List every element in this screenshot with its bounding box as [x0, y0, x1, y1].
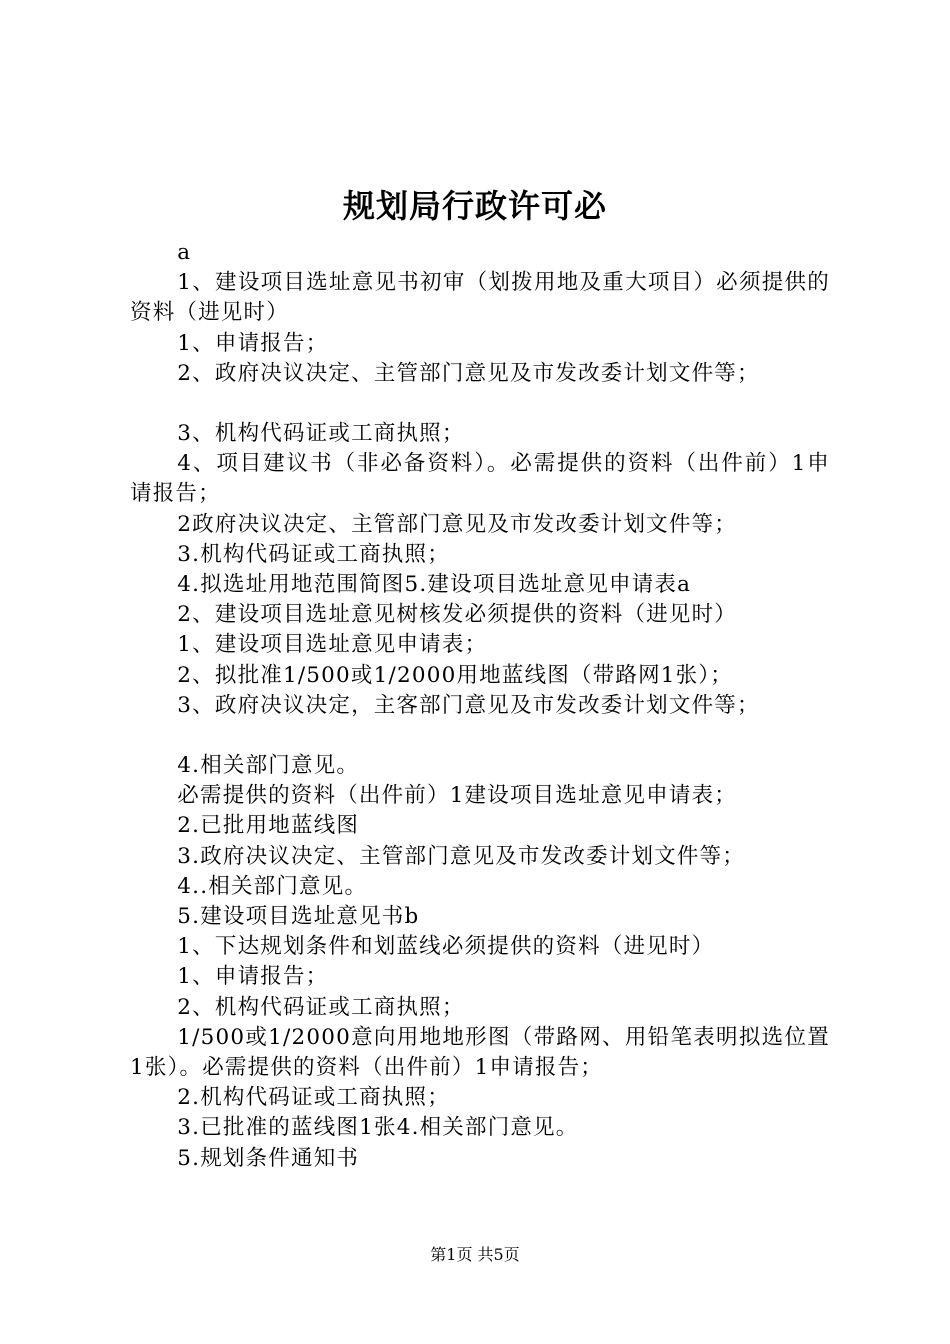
paragraph: 1/500或1/2000意向用地地形图（带路网、用铅笔表明拟选位置1张）。必需提供的资料（出件前）1申请报告； [130, 1024, 830, 1081]
paragraph: 4、项目建议书（非必备资料）。必需提供的资料（出件前）1申请报告； [130, 451, 830, 507]
paragraph: 2、拟批准1/500或1/2000用地蓝线图（带路网1张）； [177, 662, 734, 688]
document-body [130, 238, 830, 1174]
paragraph: 1、下达规划条件和划蓝线必须提供的资料（进见时） [177, 934, 715, 960]
paragraph: 3.机构代码证或工商执照； [177, 541, 450, 567]
paragraph: 4.拟选址用地范围简图5.建设项目选址意见申请表a [177, 572, 692, 598]
paragraph: 2、政府决议决定、主管部门意见及市发改委计划文件等； [177, 360, 760, 386]
document-title: 规划局行政许可必 [342, 187, 607, 225]
paragraph: 2、建设项目选址意见树核发必须提供的资料（进见时） [177, 602, 737, 628]
paragraph: 1、建设项目选址意见书初审（划拨用地及重大项目）必须提供的资料（进见时） [130, 270, 830, 326]
paragraph: 1、申请报告； [177, 330, 329, 356]
paragraph: 3、机构代码证或工商执照； [177, 421, 465, 447]
paragraph: 必需提供的资料（出件前）1建设项目选址意见申请表； [177, 783, 737, 809]
paragraph: 4..相关部门意见。 [177, 873, 368, 899]
paragraph: 2、机构代码证或工商执照； [177, 994, 465, 1020]
paragraph: 2.已批用地蓝线图 [177, 813, 360, 839]
paragraph: 3.已批准的蓝线图1张4.相关部门意见。 [177, 1115, 579, 1141]
paragraph: 4.相关部门意见。 [177, 753, 360, 779]
paragraph: 5.建设项目选址意见书b [177, 904, 420, 930]
paragraph: 3、政府决议决定，主客部门意见及市发改委计划文件等； [177, 692, 760, 718]
paragraph: 2政府决议决定、主管部门意见及市发改委计划文件等； [177, 511, 737, 537]
paragraph: a [177, 240, 192, 265]
paragraph: 1、申请报告； [177, 964, 329, 990]
paragraph: 1、建设项目选址意见申请表； [177, 632, 488, 658]
paragraph: 2.机构代码证或工商执照； [177, 1085, 450, 1111]
page-footer: 第1页 共5页 [430, 1245, 520, 1264]
paragraph: 3.政府决议决定、主管部门意见及市发改委计划文件等； [177, 843, 746, 869]
paragraph: 5.规划条件通知书 [177, 1145, 360, 1171]
